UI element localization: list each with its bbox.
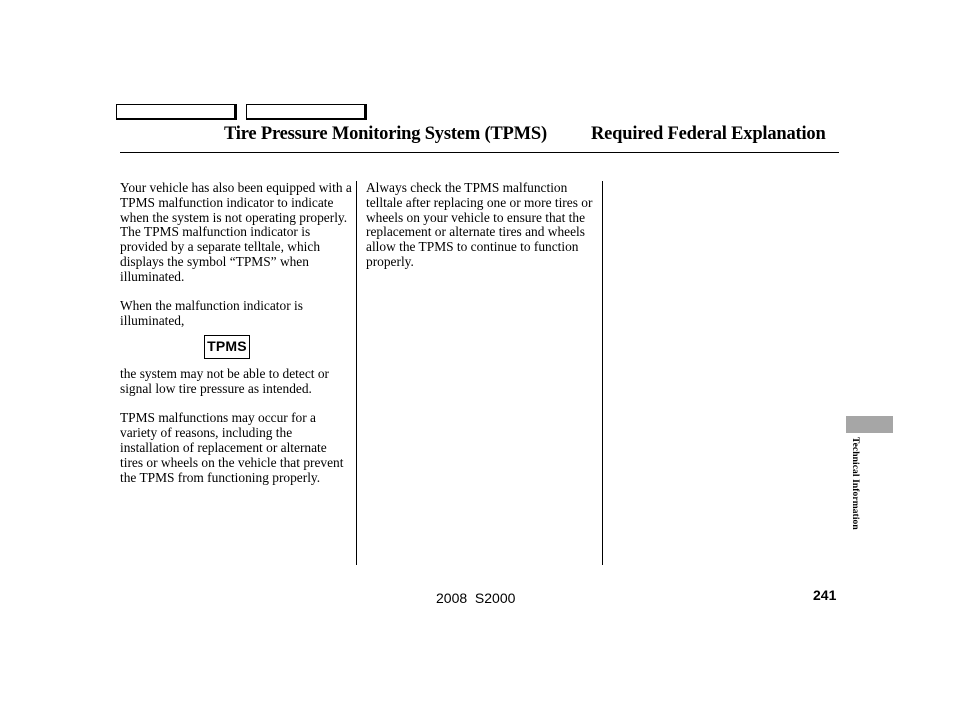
paragraph-illuminated: When the malfunction indicator is illuminated, bbox=[120, 298, 303, 329]
header-rule bbox=[120, 152, 839, 153]
paragraph-malfunctions: TPMS malfunctions may occur for a variety of reasons, including the installation of replacement or alternate tires or wheels on the vehicle that prevent the TPMS from functioning properly. bbox=[120, 410, 344, 485]
section-label bbox=[846, 437, 862, 559]
paragraph-detect: the system may not be able to detect or signal low tire pressure as intended. bbox=[120, 365, 329, 396]
page-subtitle: Required Federal Explanation bbox=[591, 124, 826, 144]
text-column-middle bbox=[366, 181, 598, 285]
paragraph-intro: Your vehicle has also been equipped with a TPMS malfunction indicator to indicate when the system is not operating properly. The TPMS malfunction indicator is provided by a separate telltale, which displays the symbol “TPMS” when illuminated. bbox=[120, 180, 352, 284]
section-label-text: Technical Information bbox=[850, 437, 860, 530]
paragraph-check: Always check the TPMS malfunction telltale after replacing one or more tires or wheels on your vehicle to ensure that the replacement or alternate tires and wheels allow the TPMS to continue to function properly. bbox=[366, 180, 593, 269]
column-divider bbox=[602, 181, 603, 565]
column-divider bbox=[356, 181, 357, 565]
page-number: 241 bbox=[813, 587, 837, 603]
footer-model: 2008 S2000 bbox=[436, 590, 516, 606]
nav-box-next[interactable] bbox=[246, 104, 367, 120]
nav-box-previous[interactable] bbox=[116, 104, 237, 120]
section-tab[interactable] bbox=[846, 416, 893, 433]
text-column-left bbox=[120, 181, 352, 500]
page-title: Tire Pressure Monitoring System (TPMS) bbox=[224, 124, 547, 144]
tpms-indicator-icon: TPMS bbox=[204, 335, 250, 359]
